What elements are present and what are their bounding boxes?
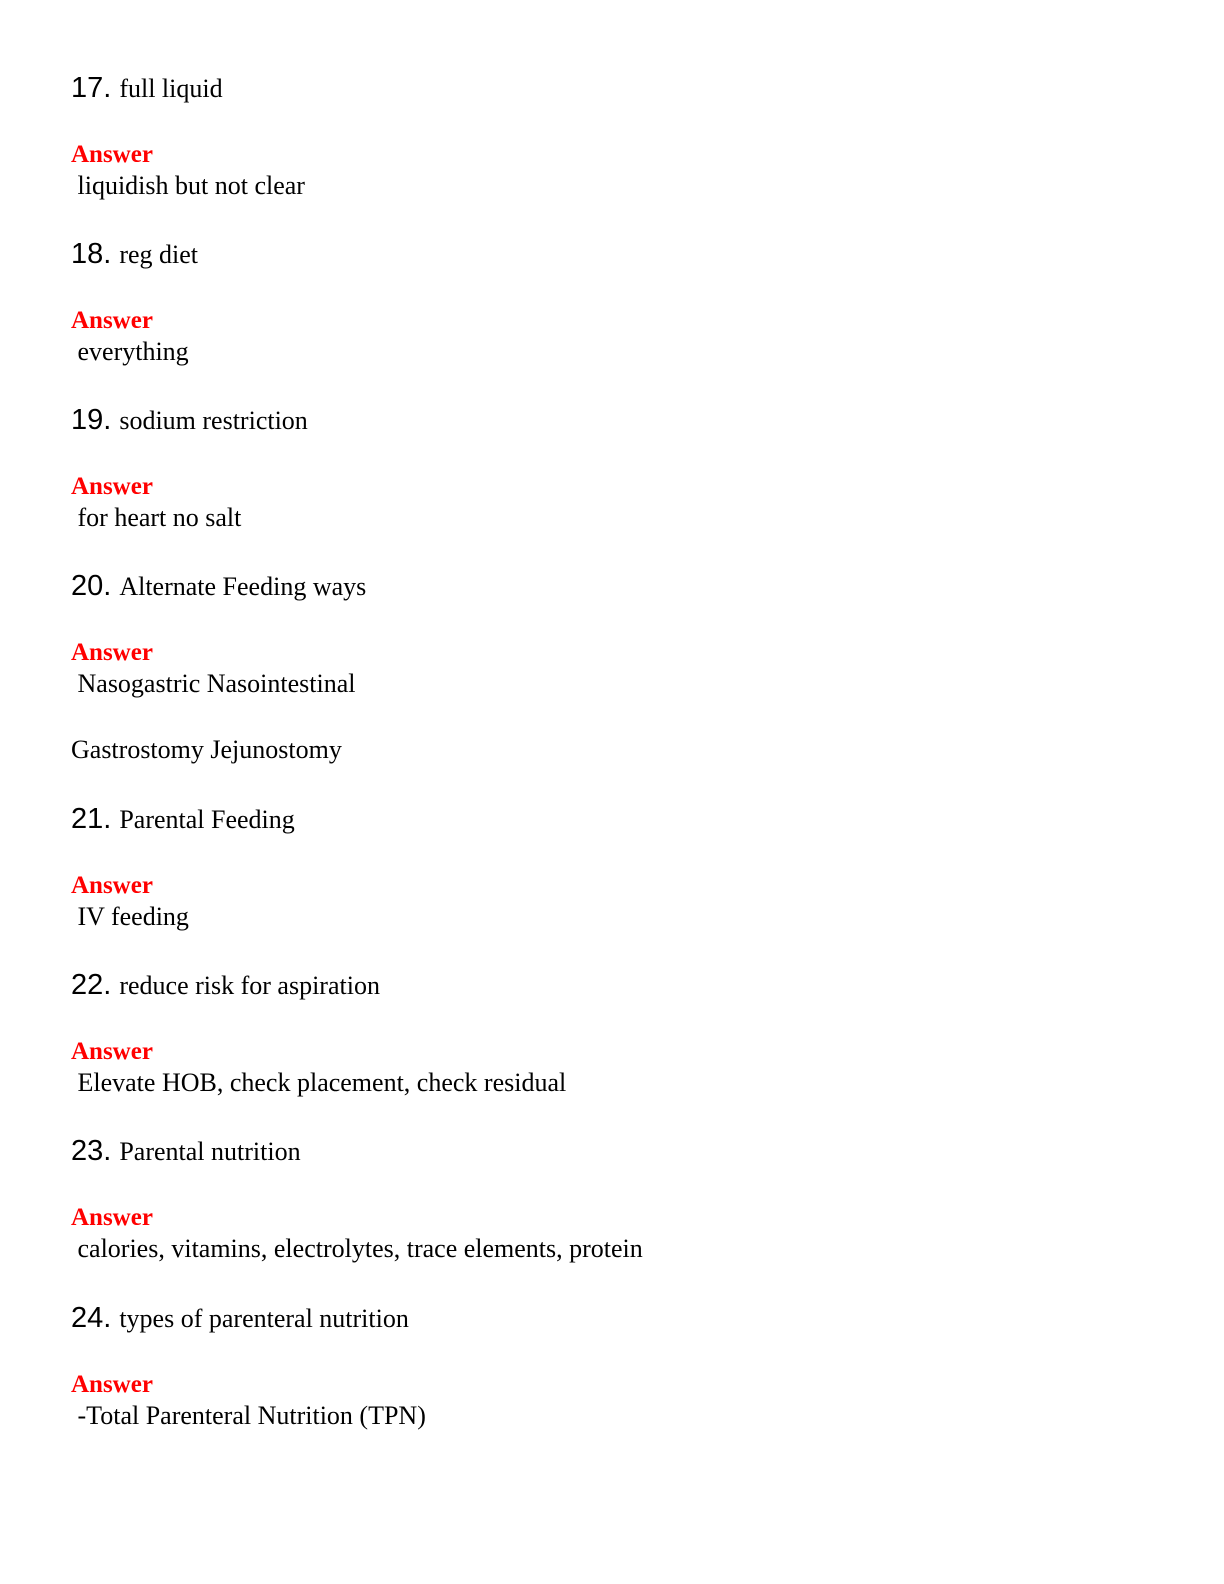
question-text: reg diet	[119, 240, 199, 269]
answer-text: liquidish but not clear	[71, 171, 305, 200]
answer-label: Answer	[71, 307, 153, 334]
answer-text: Nasogastric Nasointestinal	[71, 669, 356, 698]
answer-label: Answer	[71, 473, 153, 500]
question-number: 22.	[71, 969, 112, 1001]
answer-text: everything	[71, 337, 189, 366]
question-text: Alternate Feeding ways	[119, 572, 367, 601]
question-item	[71, 570, 366, 606]
question-item	[71, 969, 380, 1005]
question-item	[71, 1302, 409, 1338]
answer-label: Answer	[71, 1371, 153, 1398]
question-item	[71, 803, 295, 839]
question-number: 18.	[71, 238, 112, 270]
question-text: Parental Feeding	[119, 805, 295, 834]
question-number: 17.	[71, 72, 112, 104]
answer-text: for heart no salt	[71, 503, 242, 532]
answer-label: Answer	[71, 872, 153, 899]
question-number: 21.	[71, 803, 112, 835]
question-item	[71, 404, 308, 440]
answer-text: Elevate HOB, check placement, check residual	[71, 1068, 567, 1097]
answer-label: Answer	[71, 141, 153, 168]
question-text: Parental nutrition	[119, 1137, 301, 1166]
answer-text: IV feeding	[71, 902, 189, 931]
question-text: full liquid	[119, 74, 223, 103]
answer-text: -Total Parenteral Nutrition (TPN)	[71, 1401, 426, 1430]
question-number: 20.	[71, 570, 112, 602]
question-text: sodium restriction	[119, 406, 308, 435]
answer-label: Answer	[71, 1204, 153, 1231]
question-number: 24.	[71, 1302, 112, 1334]
question-number: 19.	[71, 404, 112, 436]
answer-text: Gastrostomy Jejunostomy	[71, 735, 342, 764]
question-item	[71, 1135, 301, 1171]
question-text: reduce risk for aspiration	[119, 971, 380, 1000]
answer-label: Answer	[71, 639, 153, 666]
question-item	[71, 72, 223, 108]
question-item	[71, 238, 198, 274]
answer-label: Answer	[71, 1038, 153, 1065]
question-text: types of parenteral nutrition	[119, 1304, 409, 1333]
answer-text: calories, vitamins, electrolytes, trace elements, protein	[71, 1234, 643, 1263]
question-number: 23.	[71, 1135, 112, 1167]
